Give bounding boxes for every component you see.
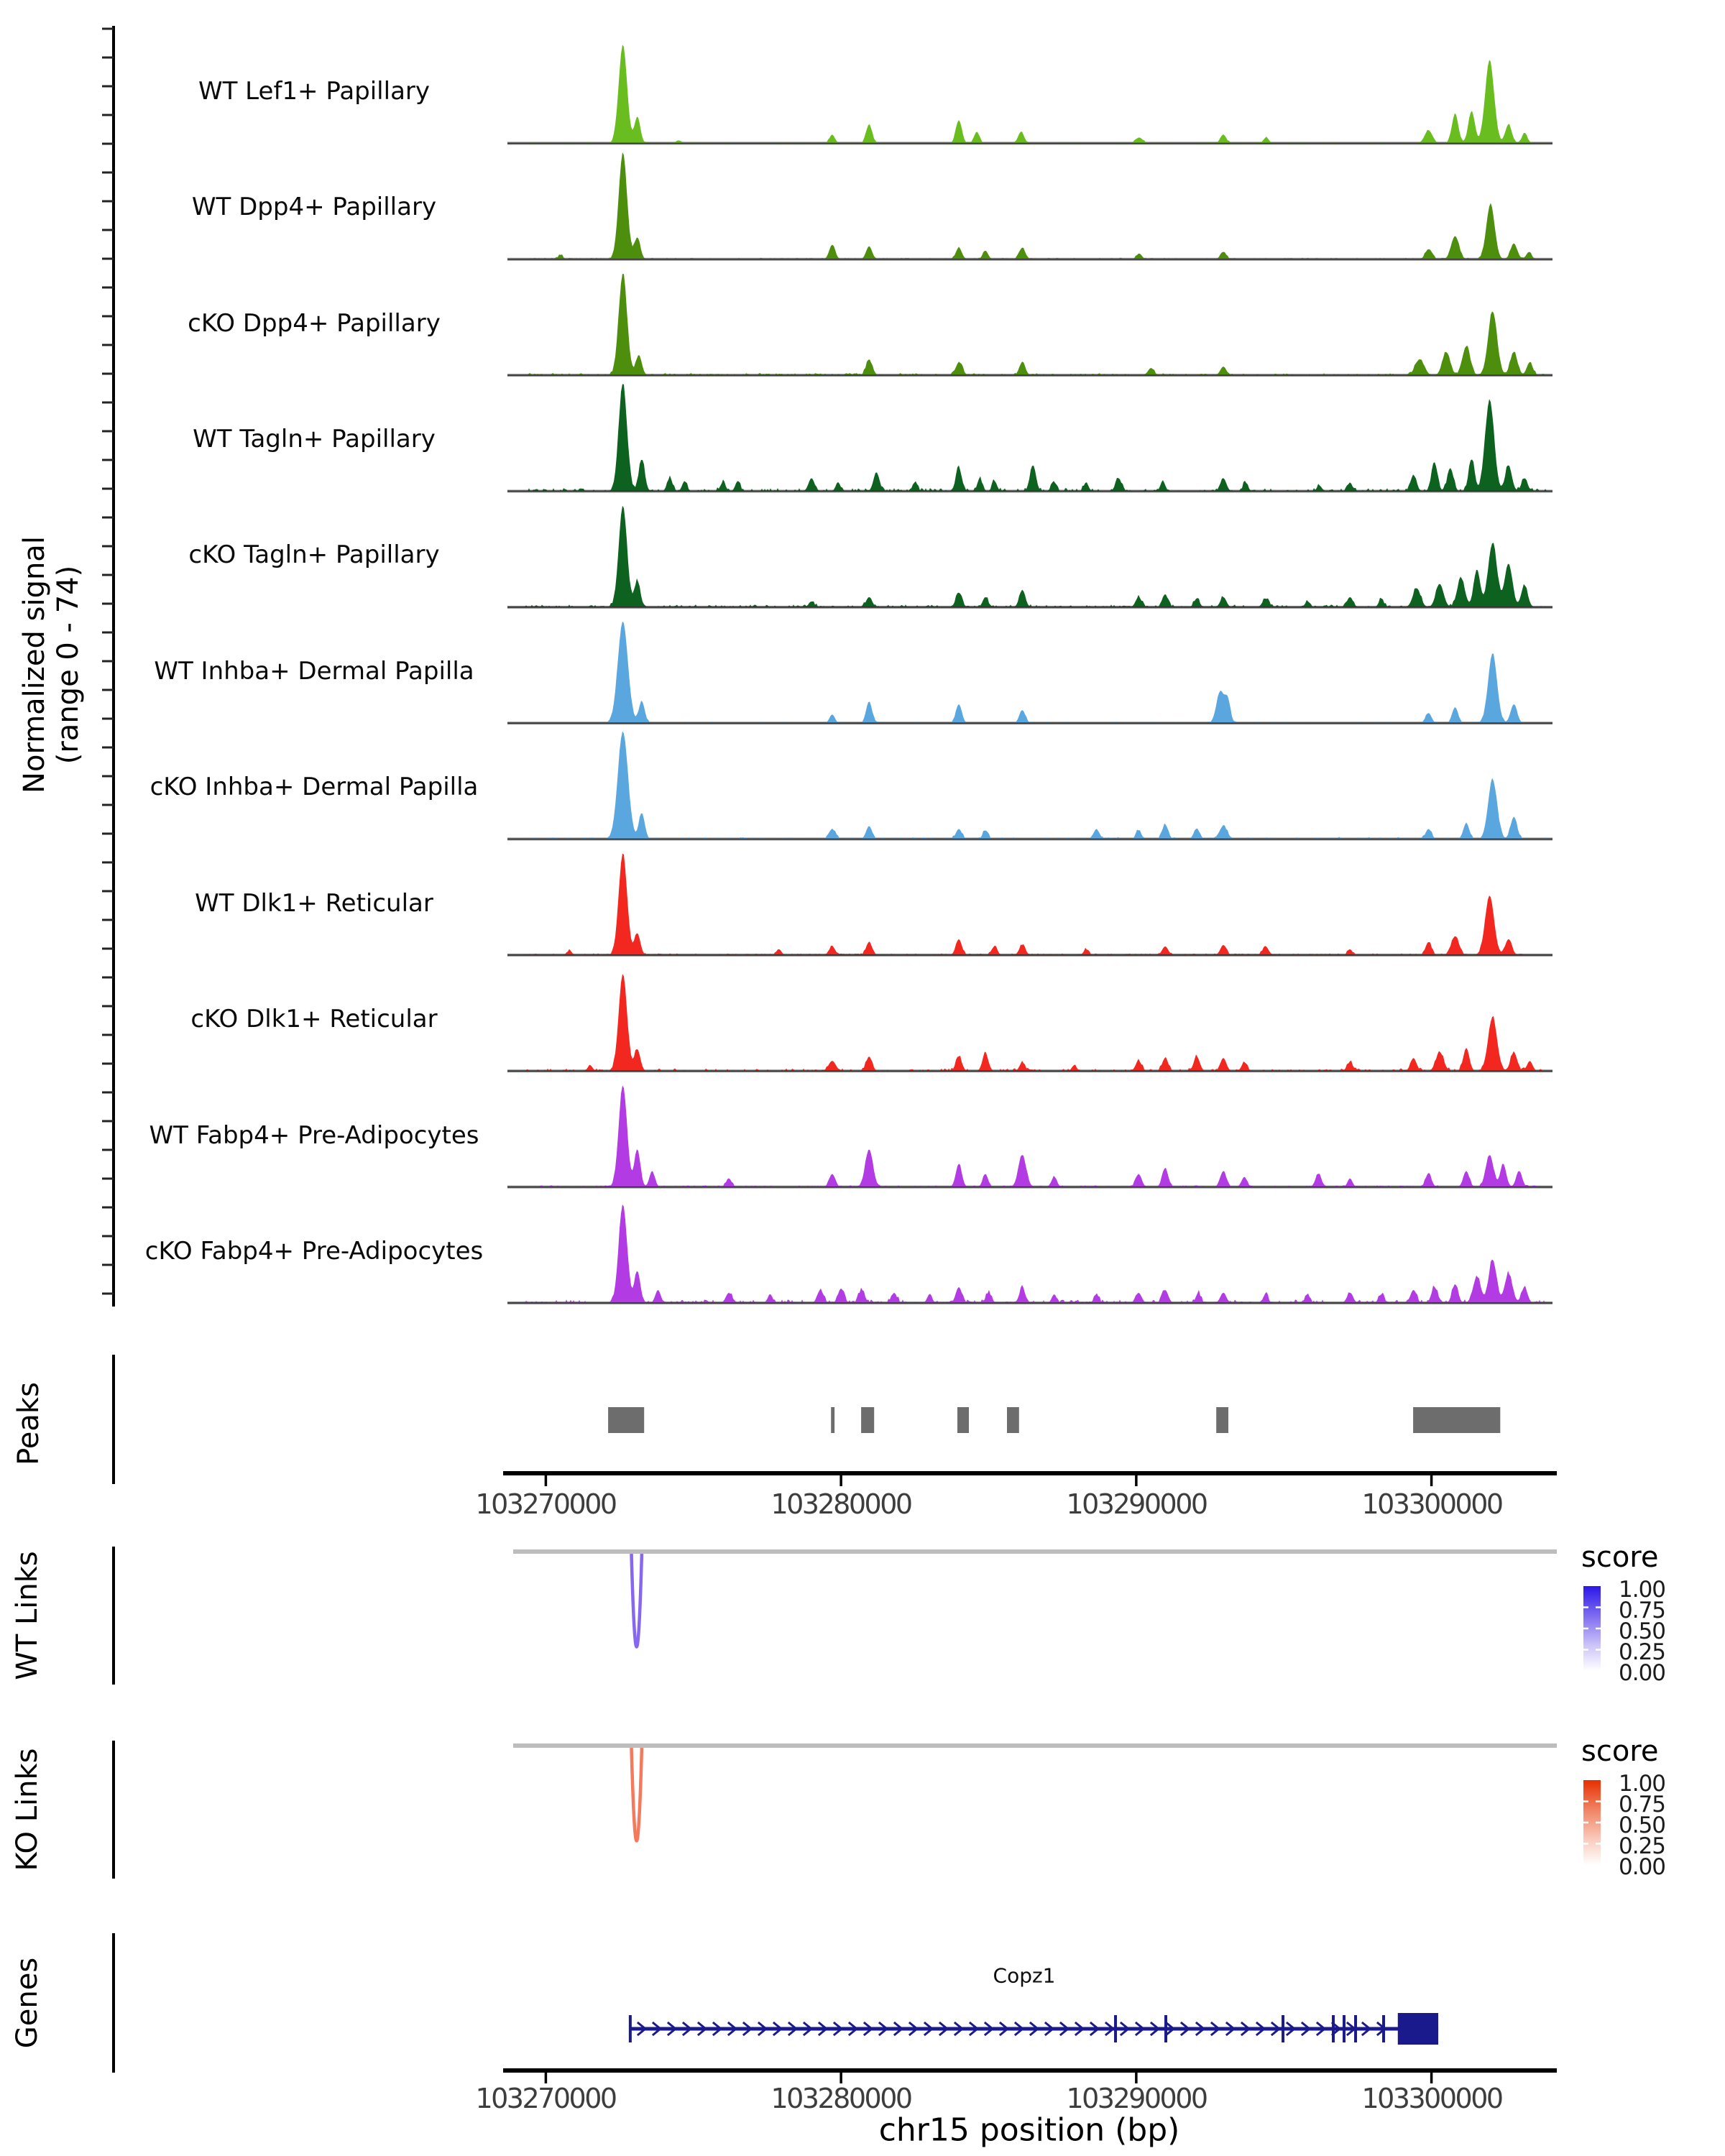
signal-area-track-9 [507,1086,1552,1187]
ko-score-legend-title: score [1581,1735,1659,1768]
signal-y-axis [102,26,114,1307]
signal-area-track-5 [507,622,1552,723]
signal-area-track-7 [507,854,1552,955]
track-label-cko-fabp4: cKO Fabp4+ Pre-Adipocytes [144,1237,484,1266]
gene-model-copz1 [630,2013,1438,2045]
axis1 [503,1473,1557,1486]
peak-box [1413,1407,1500,1433]
gene-name-copz1: Copz1 [993,1963,1056,1988]
ko-links-section-label: KO Links [11,1748,44,1871]
axis1-tick-103280000: 103280000 [770,1488,911,1520]
ko-score-tick-075: 0.75 [1619,1792,1666,1818]
peak-box [608,1407,644,1433]
signal-area-track-0 [507,45,1552,143]
ko-score-tick-025: 0.25 [1619,1833,1666,1859]
axis2-tick-103280000: 103280000 [770,2083,911,2114]
axis2-tick-103290000: 103290000 [1066,2083,1207,2114]
link-arc [632,1554,642,1647]
y-axis-label [18,536,86,793]
axis2 [503,2070,1557,2083]
track-label-wt-inhba: WT Inhba+ Dermal Papilla [154,657,474,686]
wt-score-tick-100: 1.00 [1619,1577,1666,1603]
track-label-cko-inhba: cKO Inhba+ Dermal Papilla [150,773,479,801]
signal-area-track-4 [507,506,1552,607]
axis1-tick-103300000: 103300000 [1361,1488,1502,1520]
signal-area-track-6 [507,732,1552,839]
wt-score-legend-title: score [1581,1541,1659,1574]
peak-box [1216,1407,1228,1433]
signal-area-track-10 [507,1204,1552,1303]
genes-section-label: Genes [11,1957,44,2049]
axis2-tick-103270000: 103270000 [475,2083,616,2114]
track-label-wt-lef1: WT Lef1+ Papillary [198,77,431,106]
ko-score-colorbar [1583,1780,1601,1865]
axis2-tick-103300000: 103300000 [1361,2083,1502,2114]
x-axis-title: chr15 position (bp) [878,2111,1180,2149]
signal-area-track-1 [507,152,1552,259]
axis1-tick-103290000: 103290000 [1066,1488,1207,1520]
wt-score-colorbar [1583,1586,1601,1671]
peak-box [957,1407,969,1433]
wt-score-tick-075: 0.75 [1619,1598,1666,1623]
track-label-wt-tagln: WT Tagln+ Papillary [193,425,436,453]
signal-area-track-3 [507,384,1552,491]
wt-links-section-label: WT Links [11,1551,44,1680]
track-label-wt-fabp4: WT Fabp4+ Pre-Adipocytes [149,1121,479,1150]
ko-score-tick-050: 0.50 [1619,1812,1666,1838]
wt-score-tick-000: 0.00 [1619,1660,1666,1686]
axis1-tick-103270000: 103270000 [475,1488,616,1520]
signal-track-areas [507,45,1552,1303]
y-axis-label-line2: (range 0 - 74) [52,565,85,765]
ko-links-track [513,1746,1557,1841]
peak-box [1007,1407,1019,1433]
peak-box [861,1407,874,1433]
track-label-wt-dlk1: WT Dlk1+ Reticular [195,889,433,918]
link-arc [632,1748,642,1841]
ko-score-tick-000: 0.00 [1619,1854,1666,1880]
signal-area-track-2 [507,274,1552,375]
y-axis-label-line1: Normalized signal [18,536,51,793]
track-label-wt-dpp4: WT Dpp4+ Papillary [191,193,437,221]
peaks-section-label: Peaks [12,1382,45,1465]
track-label-cko-tagln: cKO Tagln+ Papillary [188,540,440,569]
wt-links-track [513,1552,1557,1647]
peak-box [831,1407,834,1433]
gene-utr-box [1398,2013,1438,2045]
signal-area-track-8 [507,974,1552,1071]
track-label-cko-dpp4: cKO Dpp4+ Papillary [188,309,441,338]
peaks-boxes [608,1407,1500,1433]
track-label-cko-dlk1: cKO Dlk1+ Reticular [190,1005,438,1033]
wt-score-tick-050: 0.50 [1619,1618,1666,1644]
ko-score-tick-100: 1.00 [1619,1771,1666,1797]
wt-score-tick-025: 0.25 [1619,1639,1666,1665]
